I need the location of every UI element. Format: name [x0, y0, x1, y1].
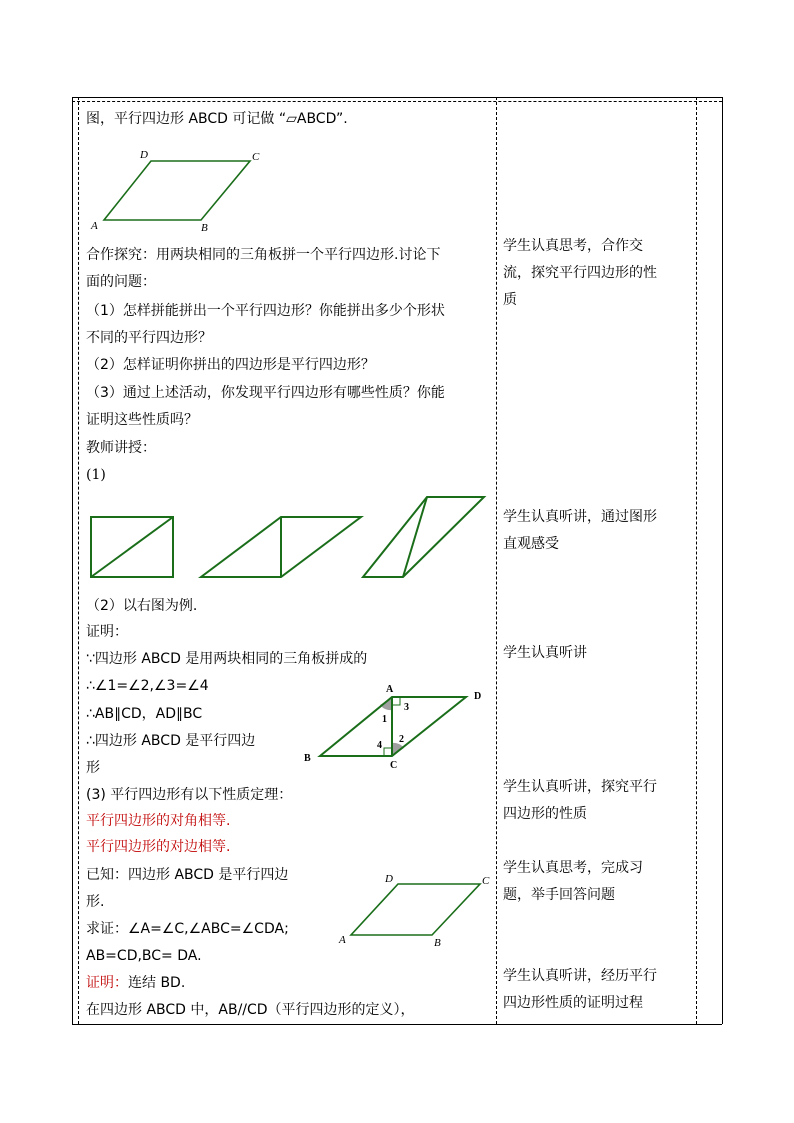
question-2: （2）怎样证明你拼出的四边形是平行四边形？ [86, 357, 375, 373]
fig1-label-C: C [252, 151, 260, 163]
fig1-label-D: D [140, 149, 148, 161]
proof-line-1: ∵四边形 ABCD 是用两块相同的三角板拼成的 [86, 651, 368, 667]
explore-title-2: 面的问题： [86, 274, 156, 290]
note-5a: 学生认真思考，完成习 [503, 860, 643, 876]
note-2a: 学生认真听讲，通过图形 [503, 509, 657, 525]
proof-line-2: ∴∠1=∠2,∠3=∠4 [86, 678, 209, 694]
fig2-label-A: A [386, 684, 394, 695]
theorem-2: 平行四边形的对边相等. [86, 839, 231, 855]
note-4b: 四边形的性质 [503, 806, 587, 822]
proof-line-4a: ∴四边形 ABCD 是平行四边 [86, 733, 256, 749]
fig1-label-A: A [91, 220, 98, 232]
fig3-label-B: B [434, 937, 441, 949]
note-4a: 学生认真听讲，探究平行 [503, 779, 657, 795]
proof-line-4b: 形 [86, 760, 100, 776]
note-1b: 流，探究平行四边形的性 [503, 265, 657, 281]
prove-line-a: 求证：∠A=∠C,∠ABC=∠CDA; [86, 921, 289, 937]
part-3-label: (3) 平行四边形有以下性质定理： [86, 787, 293, 803]
known-line-a: 已知：四边形 ABCD 是平行四边 [86, 867, 289, 883]
fig2-label-D: D [474, 691, 482, 702]
question-1a: （1）怎样拼能拼出一个平行四边形？你能拼出多少个形状 [86, 303, 445, 319]
note-6a: 学生认真听讲，经历平行 [503, 968, 657, 984]
part-2-label: （2）以右图为例. [86, 598, 198, 614]
fig2-label-C: C [390, 760, 398, 771]
last-line: 在四边形 ABCD 中，AB//CD（平行四边形的定义）， [86, 1002, 415, 1018]
note-5b: 题，举手回答问题 [503, 887, 615, 903]
theorem-1: 平行四边形的对角相等. [86, 813, 231, 829]
fig3-label-A: A [339, 934, 346, 946]
fig3-label-D: D [385, 873, 393, 885]
proof-line-3: ∴AB∥CD，AD∥BC [86, 706, 203, 722]
teacher-label: 教师讲授： [86, 440, 156, 456]
fig3-label-C: C [482, 875, 490, 887]
fig2-angle-3: 3 [404, 702, 409, 713]
note-2b: 直观感受 [503, 536, 559, 552]
fig2-angle-4: 4 [377, 740, 382, 751]
fig2-label-B: B [304, 753, 311, 764]
part-1-label: (1) [86, 467, 106, 483]
note-1c: 质 [503, 292, 517, 308]
note-3: 学生认真听讲 [503, 645, 587, 661]
proof2-text: 连结 BD. [128, 975, 186, 991]
prove-line-b: AB=CD,BC= DA. [86, 948, 202, 964]
explore-title-1: 合作探究：用两块相同的三角板拼一个平行四边形.讨论下 [86, 247, 441, 263]
note-1a: 学生认真思考，合作交 [503, 238, 643, 254]
note-6b: 四边形性质的证明过程 [503, 995, 643, 1011]
proof2-label: 证明： [86, 975, 128, 991]
fig2-angle-2: 2 [399, 734, 404, 745]
proof-label: 证明： [86, 624, 128, 640]
known-line-b: 形. [86, 894, 105, 910]
intro-line: 图，平行四边形 ABCD 可记做 “▱ABCD”. [86, 111, 348, 127]
question-3a: （3）通过上述活动，你发现平行四边形有哪些性质？你能 [86, 385, 445, 401]
fig1-label-B: B [201, 222, 208, 234]
question-1b: 不同的平行四边形？ [86, 330, 212, 346]
question-3b: 证明这些性质吗？ [86, 412, 198, 428]
fig2-angle-1: 1 [382, 714, 387, 725]
